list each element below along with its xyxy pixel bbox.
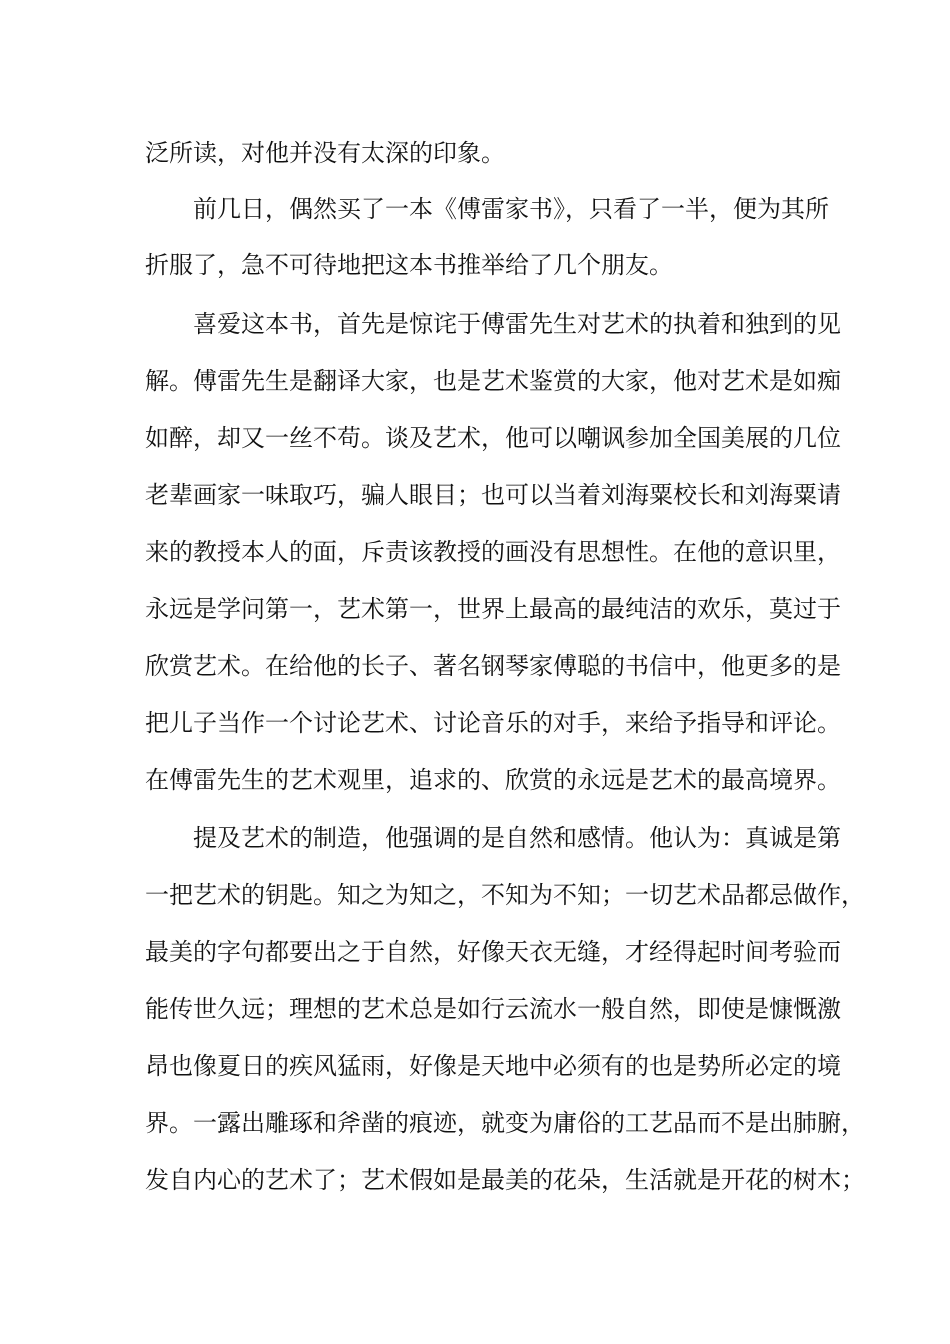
text-line: 永远是学问第一，艺术第一，世界上最高的最纯洁的欢乐，莫过于 xyxy=(145,595,841,623)
text-line: 折服了，急不可待地把这本书推举给了几个朋友。 xyxy=(145,251,673,279)
text-line: 泛所读，对他并没有太深的印象。 xyxy=(145,139,505,167)
text-line: 最美的字句都要出之于自然，好像天衣无缝，才经得起时间考验而 xyxy=(145,938,841,966)
paragraph-first-line: 喜爱这本书，首先是惊诧于傅雷先生对艺术的执着和独到的见 xyxy=(193,310,841,338)
text-line: 在傅雷先生的艺术观里，追求的、欣赏的永远是艺术的最高境界。 xyxy=(145,766,841,794)
text-line: 来的教授本人的面，斥责该教授的画没有思想性。在他的意识里， xyxy=(145,538,841,566)
text-line: 一把艺术的钥匙。知之为知之，不知为不知；一切艺术品都忌做作， xyxy=(145,881,865,909)
text-line: 解。傅雷先生是翻译大家，也是艺术鉴赏的大家，他对艺术是如痴 xyxy=(145,367,841,395)
text-line: 能传世久远；理想的艺术总是如行云流水一般自然，即使是慷慨激 xyxy=(145,995,841,1023)
text-line: 把儿子当作一个讨论艺术、讨论音乐的对手，来给予指导和评论。 xyxy=(145,709,841,737)
text-line: 发自内心的艺术了；艺术假如是最美的花朵，生活就是开花的树木； xyxy=(145,1166,865,1194)
text-line: 如醉，却又一丝不苟。谈及艺术，他可以嘲讽参加全国美展的几位 xyxy=(145,424,841,452)
text-line: 欣赏艺术。在给他的长子、著名钢琴家傅聪的书信中，他更多的是 xyxy=(145,652,841,680)
text-line: 老辈画家一味取巧，骗人眼目；也可以当着刘海粟校长和刘海粟请 xyxy=(145,481,841,509)
text-line: 昂也像夏日的疾风猛雨，好像是天地中必须有的也是势所必定的境 xyxy=(145,1052,841,1080)
paragraph-first-line: 前几日，偶然买了一本《傅雷家书》，只看了一半，便为其所 xyxy=(193,195,829,223)
paragraph-first-line: 提及艺术的制造，他强调的是自然和感情。他认为：真诚是第 xyxy=(193,824,841,852)
text-line: 界。一露出雕琢和斧凿的痕迹，就变为庸俗的工艺品而不是出肺腑， xyxy=(145,1109,865,1137)
